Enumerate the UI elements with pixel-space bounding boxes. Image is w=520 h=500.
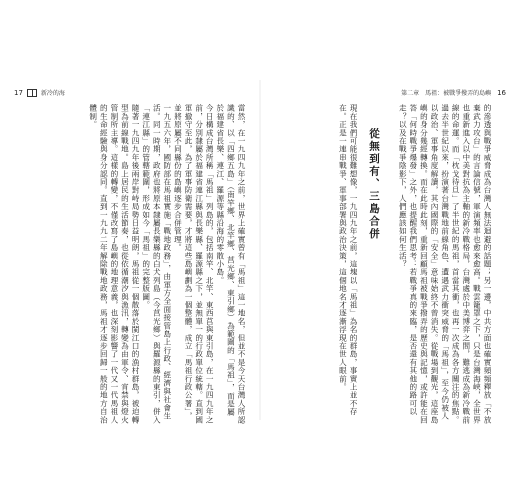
right-page-number: 16 xyxy=(497,88,506,97)
left-page-header xyxy=(14,88,65,97)
book-gutter xyxy=(259,80,261,420)
book-icon xyxy=(27,89,37,97)
section-paragraph: 現在我們可能很難想像，一九四九年之前，這塊以「馬祖」為名的群島，事實上並不存在。正是一連串戰爭、軍事部署與政治決策，這個地名才逐漸浮現在世人眼前。 xyxy=(338,104,358,416)
right-page-header xyxy=(401,88,506,97)
body-paragraph-2: 今日構成台灣所稱「馬祖」列島的，包括南竿、北竿、東西莒與東引島，在一九四九年之前，分別隸屬於福建省連江縣與長樂縣、羅源縣之下，並無單一的行政單位統轄。直到國軍撤守至此，為了軍事防衛需要，才將這些島嶼劃為一個整體，成立「馬祖行政公署」，並將原屬不同縣份的島嶼逐步合併管理。 xyxy=(173,104,215,424)
right-running-title: 第二章 馬祖：被戰爭撥弄的島嶼 xyxy=(401,90,492,97)
left-page xyxy=(28,104,246,424)
body-paragraph-3: 一九五六年，國防部在馬祖實施「戰地政務」，由軍方全面接管島上行政、經濟與社會生活。同一時期，政府也將原本隸屬長樂縣的白犬列島（今莒光鄉）與羅源縣的東引，併入「連江縣」的管轄範圍，形成如今「馬祖」的完整版圖。 xyxy=(141,104,172,424)
left-page-number: 17 xyxy=(14,88,23,97)
intro-paragraph: 的滲透與戰爭威脅成為台灣人無法迴避的話題；另一邊，中共方面也確實頻頻釋放「不放棄武力攻台」的言論信號，軍演頻率也愈來愈高。戰雲籠罩之下，只是台灣海峽，全世界也重新進入以中美對抗為主軸的新冷戰格局，台灣處於中美博弈之間，難逃成為新冷戰前線的命運。而「枕戈待旦」了半世紀的馬祖，首當其衝，也再一次成為各方關注的焦點。過去半世紀以來，扮演著台灣戰地前線角色、遭遇武力衝突威脅的「馬祖」，至今仍被人以政治、軍事角度解讀，其內國際的「安全」意味始終不曾消失。從戰場到觀光，這座島嶼的身分幾經轉換。而在此時此刻，重新回顧馬祖被戰爭撥弄的歷史與記憶，或許能在回答「何時戰爭爆發」之外，也提醒我們思考：若戰爭真的來臨，是否還有其他的路可以走？以及在戰爭陰影下，人們應該如何生活？ xyxy=(398,104,492,424)
body-paragraph-4: 隨著一九四九年後兩岸對峙局勢日益明朗，馬祖從一個散落於閩江口的漁村群島，被迫轉型為前線戰地。島上居民的生活節奏，也從依循潮汐與漁汛，轉變為由軍令、宵禁與燈火管制所主導。這樣的轉變，不僅改寫了島嶼的地理意義，也深刻影響了一代又一代馬祖人的生命經驗與身分認同。直到一九九二年解除戰地政務，馬祖才逐步回歸一般的地方自治體制。 xyxy=(88,104,141,424)
right-page xyxy=(281,104,492,424)
body-paragraph-1: 當然，在一九四九年之前，世界上確實曾有「馬祖」這一地名，但並不是今天台灣人所認識的、以「四鄉五島」（南竿鄉、北竿鄉、莒光鄉、東引鄉）為範圍的「馬祖」，而是屬於福建省長樂、連江、羅源等縣沿海的零散小島。 xyxy=(215,104,246,424)
section-heading: 從無到有、三島合併 xyxy=(368,128,380,241)
left-running-title: 新冷的海 xyxy=(40,90,65,97)
left-page-body xyxy=(28,104,246,424)
